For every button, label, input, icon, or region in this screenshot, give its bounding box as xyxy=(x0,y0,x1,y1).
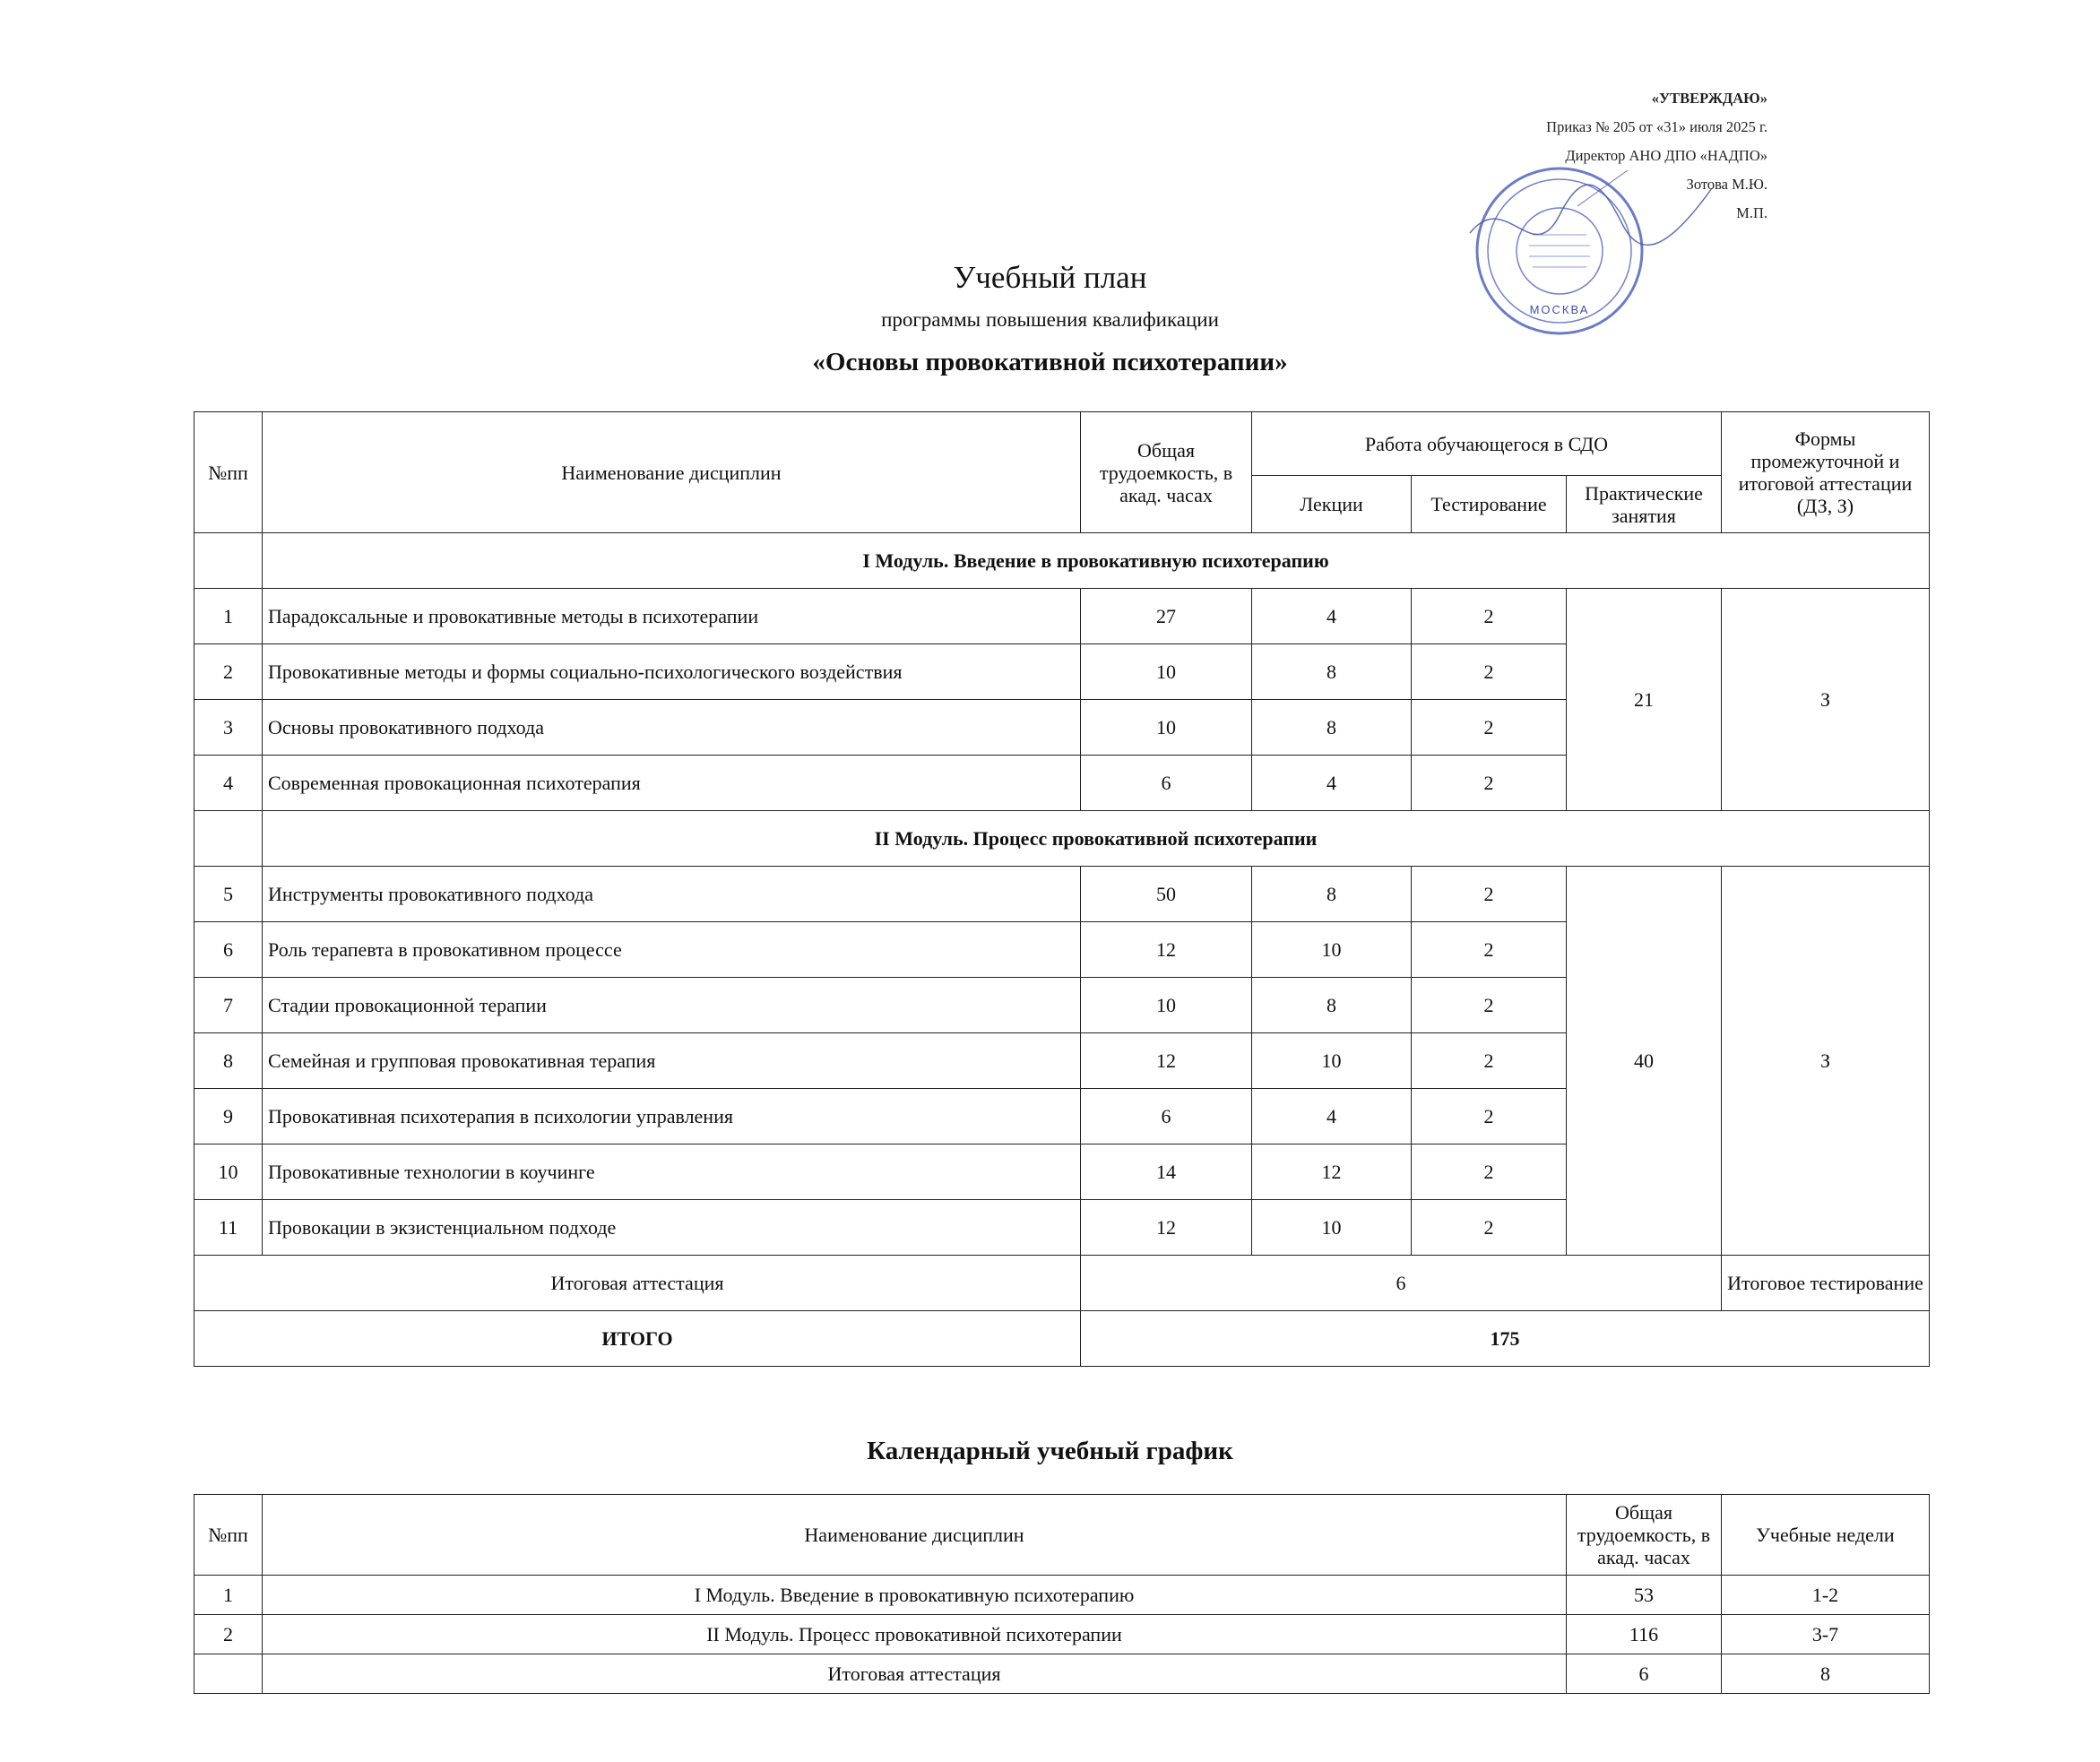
row-num: 2 xyxy=(194,644,263,700)
header-work: Работа обучающегося в СДО xyxy=(1252,412,1722,476)
row-lectures: 8 xyxy=(1252,978,1412,1033)
row-name: Провокативные технологии в коучинге xyxy=(263,1144,1081,1200)
row-testing: 2 xyxy=(1412,1089,1567,1144)
row-testing: 2 xyxy=(1412,700,1567,756)
module-practice: 40 xyxy=(1567,867,1722,1256)
row-lectures: 10 xyxy=(1252,922,1412,978)
table-header-row xyxy=(194,1495,1930,1576)
header-forms: Формы промежуточной и итоговой аттестации (ДЗ, З) xyxy=(1722,412,1930,533)
table-row xyxy=(194,1654,1930,1694)
header-lectures: Лекции xyxy=(1252,476,1412,533)
row-total: 10 xyxy=(1081,644,1252,700)
row-testing: 2 xyxy=(1412,978,1567,1033)
table-header-row xyxy=(194,412,1930,476)
row-testing: 2 xyxy=(1412,644,1567,700)
row-weeks: 3-7 xyxy=(1722,1615,1930,1654)
row-hours: 53 xyxy=(1567,1576,1722,1615)
row-name: Провокации в экзистенциальном подходе xyxy=(263,1200,1081,1256)
row-lectures: 8 xyxy=(1252,867,1412,922)
row-name: Основы провокативного подхода xyxy=(263,700,1081,756)
approval-heading: «УТВЕРЖДАЮ» xyxy=(1651,90,1767,107)
stamp-city-text: МОСКВА xyxy=(1529,303,1590,316)
row-hours: 6 xyxy=(1567,1654,1722,1694)
header-name: Наименование дисциплин xyxy=(263,1495,1567,1576)
total-row xyxy=(194,1311,1930,1367)
row-lectures: 8 xyxy=(1252,700,1412,756)
row-name: Парадоксальные и провокативные методы в психотерапии xyxy=(263,589,1081,644)
total-label: ИТОГО xyxy=(194,1311,1081,1367)
header-weeks: Учебные недели xyxy=(1722,1495,1930,1576)
row-total: 10 xyxy=(1081,978,1252,1033)
row-num: 6 xyxy=(194,922,263,978)
row-name: Стадии провокационной терапии xyxy=(263,978,1081,1033)
header-total: Общая трудоемкость, в акад. часах xyxy=(1567,1495,1722,1576)
row-testing: 2 xyxy=(1412,922,1567,978)
row-testing: 2 xyxy=(1412,1200,1567,1256)
row-lectures: 10 xyxy=(1252,1033,1412,1089)
row-name: I Модуль. Введение в провокативную психотерапию xyxy=(263,1576,1567,1615)
header-num: №пп xyxy=(194,412,263,533)
module-title: I Модуль. Введение в провокативную психотерапию xyxy=(263,533,1930,589)
row-testing: 2 xyxy=(1412,867,1567,922)
row-num: 7 xyxy=(194,978,263,1033)
header-name: Наименование дисциплин xyxy=(263,412,1081,533)
row-total: 14 xyxy=(1081,1144,1252,1200)
row-total: 12 xyxy=(1081,1200,1252,1256)
table-row xyxy=(194,1615,1930,1654)
module-form: З xyxy=(1722,867,1930,1256)
module-form: З xyxy=(1722,589,1930,811)
row-lectures: 12 xyxy=(1252,1144,1412,1200)
header-practice: Практические занятия xyxy=(1567,476,1722,533)
row-num xyxy=(194,1654,263,1694)
table-row xyxy=(194,867,1930,922)
row-lectures: 4 xyxy=(1252,756,1412,811)
row-name: Итоговая аттестация xyxy=(263,1654,1567,1694)
row-name: Инструменты провокативного подхода xyxy=(263,867,1081,922)
row-total: 10 xyxy=(1081,700,1252,756)
final-hours: 6 xyxy=(1081,1256,1722,1311)
approval-position: Директор АНО ДПО «НАДПО» xyxy=(1565,147,1767,164)
page-title: Учебный план xyxy=(953,260,1147,295)
approval-name: Зотова М.Ю. xyxy=(1686,176,1767,193)
row-num: 10 xyxy=(194,1144,263,1200)
module-title: II Модуль. Процесс провокативной психотерапии xyxy=(263,811,1930,867)
row-num: 8 xyxy=(194,1033,263,1089)
row-lectures: 4 xyxy=(1252,1089,1412,1144)
row-num: 3 xyxy=(194,700,263,756)
row-name: Провокативная психотерапия в психологии управления xyxy=(263,1089,1081,1144)
final-label: Итоговая аттестация xyxy=(194,1256,1081,1311)
row-total: 12 xyxy=(1081,1033,1252,1089)
row-total: 50 xyxy=(1081,867,1252,922)
row-name: Современная провокационная психотерапия xyxy=(263,756,1081,811)
row-lectures: 8 xyxy=(1252,644,1412,700)
row-testing: 2 xyxy=(1412,1033,1567,1089)
row-total: 27 xyxy=(1081,589,1252,644)
row-name: Провокативные методы и формы социально-психологического воздействия xyxy=(263,644,1081,700)
row-testing: 2 xyxy=(1412,1144,1567,1200)
program-title: «Основы провокативной психотерапии» xyxy=(812,348,1288,376)
table-row xyxy=(194,589,1930,644)
row-num: 4 xyxy=(194,756,263,811)
row-num: 11 xyxy=(194,1200,263,1256)
final-form: Итоговое тестирование xyxy=(1722,1256,1930,1311)
row-total: 12 xyxy=(1081,922,1252,978)
row-total: 6 xyxy=(1081,1089,1252,1144)
curriculum-table xyxy=(194,411,1930,1367)
module-practice: 21 xyxy=(1567,589,1722,811)
header-num: №пп xyxy=(194,1495,263,1576)
row-testing: 2 xyxy=(1412,756,1567,811)
row-lectures: 4 xyxy=(1252,589,1412,644)
row-num: 9 xyxy=(194,1089,263,1144)
row-name: II Модуль. Процесс провокативной психотерапии xyxy=(263,1615,1567,1654)
header-total: Общая трудоемкость, в акад. часах xyxy=(1081,412,1252,533)
row-weeks: 8 xyxy=(1722,1654,1930,1694)
row-num: 1 xyxy=(194,589,263,644)
total-hours: 175 xyxy=(1081,1311,1930,1367)
approval-order: Приказ № 205 от «31» июля 2025 г. xyxy=(1546,118,1767,135)
row-hours: 116 xyxy=(1567,1615,1722,1654)
row-total: 6 xyxy=(1081,756,1252,811)
calendar-table xyxy=(194,1494,1930,1694)
row-num: 5 xyxy=(194,867,263,922)
row-testing: 2 xyxy=(1412,589,1567,644)
module-row xyxy=(194,811,1930,867)
header-testing: Тестирование xyxy=(1412,476,1567,533)
page-subtitle: программы повышения квалификации xyxy=(881,308,1219,331)
row-lectures: 10 xyxy=(1252,1200,1412,1256)
calendar-title: Календарный учебный график xyxy=(867,1437,1233,1465)
final-attestation-row xyxy=(194,1256,1930,1311)
approval-seal-label: М.П. xyxy=(1736,204,1767,221)
table-row xyxy=(194,1576,1930,1615)
module-row xyxy=(194,533,1930,589)
row-name: Роль терапевта в провокативном процессе xyxy=(263,922,1081,978)
row-num: 1 xyxy=(194,1576,263,1615)
row-num: 2 xyxy=(194,1615,263,1654)
row-name: Семейная и групповая провокативная терапия xyxy=(263,1033,1081,1089)
row-weeks: 1-2 xyxy=(1722,1576,1930,1615)
